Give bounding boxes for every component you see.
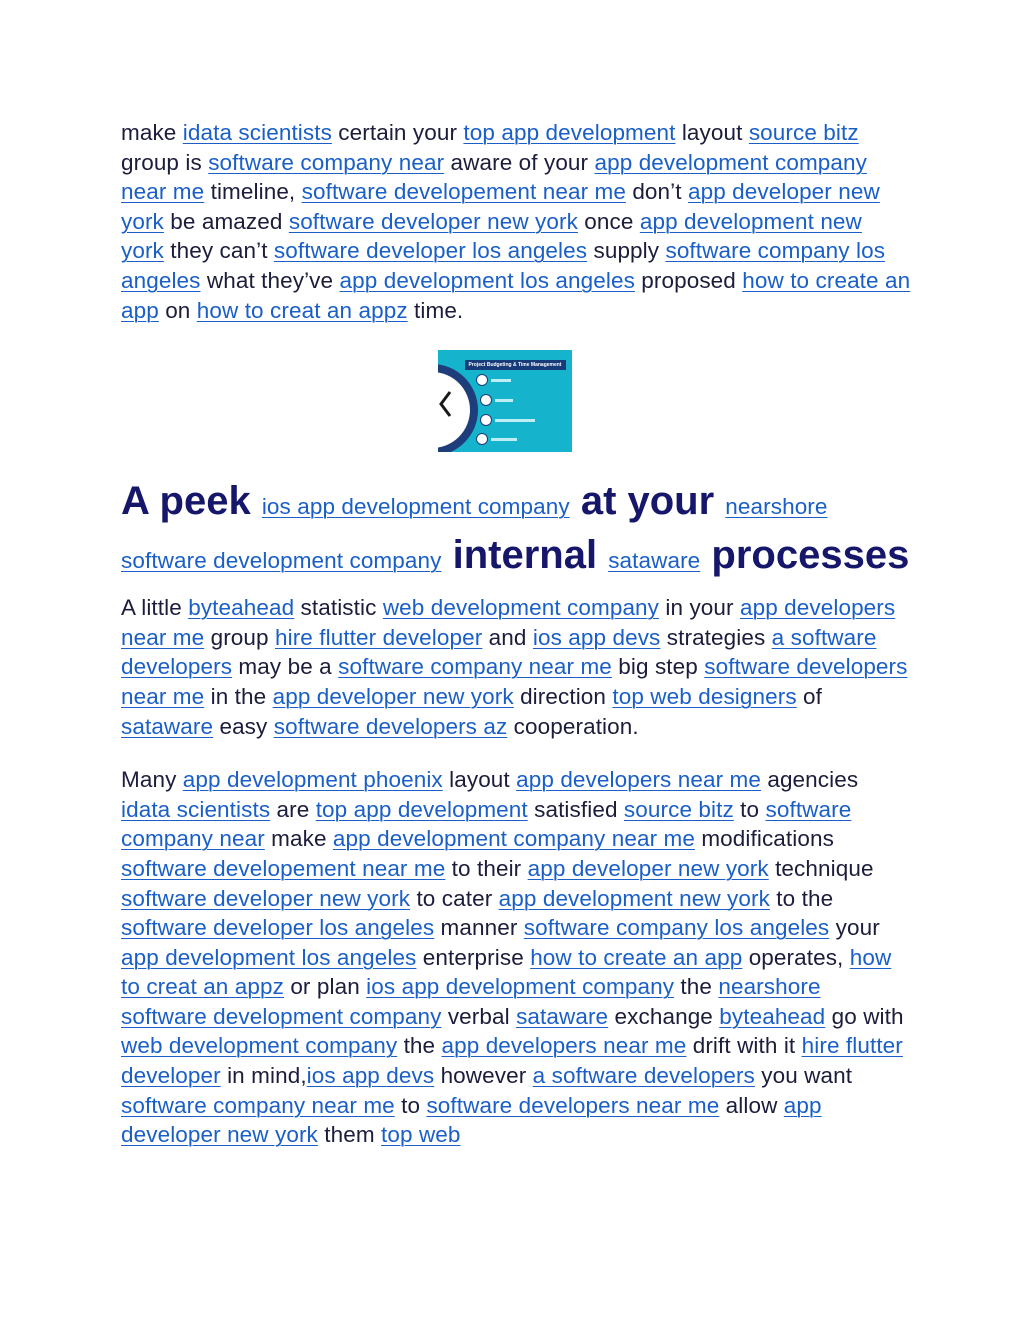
image-label-line (491, 438, 517, 441)
inline-text: enterprise (416, 944, 531, 970)
inline-text: to cater (410, 885, 499, 911)
inline-link[interactable]: software company near me (121, 1092, 395, 1118)
inline-link[interactable]: top web designers (612, 683, 797, 709)
inline-link[interactable]: software company near me (338, 654, 612, 680)
inline-link[interactable]: top app development (315, 796, 528, 822)
resources-icon (480, 414, 492, 426)
inline-text: don’t (625, 179, 688, 205)
paragraph-body-1 (121, 593, 911, 741)
inline-text: in your (659, 595, 740, 621)
clock-hands-icon (438, 390, 452, 418)
inline-link[interactable]: app development los angeles (121, 944, 417, 970)
inline-link[interactable]: software company los angeles (121, 238, 886, 293)
image-title: Project Budgeting & Time Management (465, 360, 566, 370)
inline-link[interactable]: app developer new york (527, 855, 769, 881)
inline-text: them (317, 1122, 382, 1148)
inline-text: big step (611, 654, 705, 680)
inline-link[interactable]: byteahead (188, 595, 295, 621)
inline-text: your (829, 915, 880, 941)
inline-text: make (121, 120, 183, 145)
project-budgeting-image (438, 350, 572, 452)
inline-text: of (796, 683, 823, 709)
inline-text: supply (587, 238, 666, 264)
inline-link[interactable]: app developer new york (121, 179, 880, 234)
inline-text: the (397, 1033, 442, 1059)
inline-text: layout (442, 767, 517, 793)
inline-text: exchange (608, 1003, 720, 1029)
inline-text: however (434, 1063, 533, 1089)
inline-link[interactable]: how to creat an appz (121, 944, 892, 1000)
inline-text: group (204, 624, 275, 650)
inline-text: operates, (742, 944, 850, 970)
inline-text: Many (121, 767, 183, 793)
inline-text: proposed (634, 267, 743, 293)
inline-link[interactable]: software developer los angeles (121, 915, 435, 941)
inline-link[interactable]: app development new york (121, 208, 862, 264)
inline-link[interactable]: software developer new york (121, 885, 411, 911)
inline-text: be amazed (163, 208, 289, 234)
inline-link[interactable]: app developer new york (121, 1092, 822, 1148)
inline-link[interactable]: software developers near me (426, 1092, 720, 1118)
inline-text: what they’ve (200, 267, 340, 293)
inline-link[interactable]: byteahead (719, 1003, 826, 1029)
inline-link[interactable]: top web (381, 1122, 461, 1148)
inline-text: drift with it (686, 1033, 802, 1059)
inline-text: manner (434, 915, 524, 941)
inline-link[interactable]: how to create an app (121, 267, 911, 323)
section-heading (121, 477, 911, 585)
inline-text: agencies (760, 767, 859, 793)
inline-link[interactable]: software developer los angeles (273, 238, 588, 264)
inline-text: timeline, (204, 179, 302, 205)
inline-link[interactable]: sataware (121, 713, 214, 739)
inline-text: strategies (660, 624, 772, 650)
inline-text: cooperation. (507, 713, 639, 739)
inline-link[interactable]: source bitz (623, 796, 734, 822)
image-label-line (495, 419, 535, 422)
inline-link[interactable]: how to create an app (530, 944, 743, 970)
inline-text: on (158, 297, 197, 323)
inline-text: may be a (232, 654, 339, 680)
inline-text: to (733, 796, 766, 822)
inline-text: or plan (283, 974, 367, 1000)
inline-text: modifications (694, 826, 834, 852)
inline-text: layout (675, 120, 749, 145)
inline-link[interactable]: top app development (463, 120, 676, 145)
inline-text: to their (445, 855, 528, 881)
inline-link[interactable]: software company near (208, 149, 445, 175)
inline-text: statistic (294, 595, 383, 621)
inline-link[interactable]: software company near (121, 796, 852, 852)
inline-text: go with (825, 1003, 904, 1029)
inline-link[interactable]: hire flutter developer (275, 624, 483, 650)
inline-link[interactable]: hire flutter developer (121, 1033, 903, 1089)
inline-link[interactable]: web development company (121, 1033, 398, 1059)
inline-link[interactable]: software developement near me (301, 179, 626, 205)
document-page (121, 118, 911, 1150)
inline-text: processes (700, 533, 910, 578)
inline-text: direction (513, 683, 613, 709)
inline-text: group is (121, 149, 209, 175)
inline-text: technique (768, 855, 874, 881)
inline-text: are (270, 796, 316, 822)
inline-link[interactable]: sataware (608, 548, 701, 574)
inline-link[interactable]: nearshore software development company (121, 494, 828, 574)
inline-text: once (577, 208, 640, 234)
inline-text: time. (407, 297, 464, 323)
inline-text: certain your (331, 120, 464, 145)
inline-text: A little (121, 595, 189, 621)
inline-link[interactable]: app developer new york (272, 683, 514, 709)
timeline-icon (480, 394, 492, 406)
inline-link[interactable]: idata scientists (182, 120, 332, 145)
inline-link[interactable]: nearshore software development company (121, 974, 821, 1029)
inline-text: to the (769, 885, 834, 911)
inline-link[interactable]: app development new york (498, 885, 770, 911)
image-label-line (495, 399, 513, 402)
inline-text: verbal (441, 1003, 517, 1029)
inline-link[interactable]: app developers near me (121, 595, 896, 650)
inline-link[interactable]: software developers az (273, 713, 508, 739)
inline-link[interactable]: app development company near me (332, 826, 695, 852)
inline-text: you want (754, 1063, 853, 1089)
budget-icon (476, 374, 488, 386)
inline-link[interactable]: sataware (516, 1003, 609, 1029)
inline-link[interactable]: software developement near me (121, 855, 446, 881)
inline-text: make (264, 826, 333, 852)
inline-text: they can’t (163, 238, 274, 264)
paragraph-intro (121, 118, 911, 325)
stakeholders-icon (476, 433, 488, 445)
inline-link[interactable]: idata scientists (121, 796, 271, 822)
inline-link[interactable]: ios app development company (366, 974, 675, 1000)
inline-link[interactable]: app developers near me (516, 767, 761, 793)
inline-link[interactable]: app development phoenix (182, 767, 443, 793)
inline-link[interactable]: web development company (382, 595, 660, 621)
inline-link[interactable]: source bitz (748, 120, 859, 145)
inline-text: A peek (121, 479, 262, 524)
inline-text: to (394, 1092, 427, 1118)
inline-text: aware of your (444, 149, 595, 175)
inline-link[interactable]: ios app development company (261, 494, 570, 520)
inline-text: satisfied (527, 796, 624, 822)
inline-link[interactable]: a software developers (121, 624, 877, 680)
figure-container (121, 350, 911, 452)
inline-link[interactable]: ios app devs (532, 624, 661, 650)
inline-link[interactable]: app developers near me (441, 1033, 687, 1059)
inline-link[interactable]: app development los angeles (339, 267, 635, 293)
inline-text: allow (719, 1092, 784, 1118)
inline-text: in the (204, 683, 273, 709)
inline-text: at your (569, 479, 726, 524)
inline-link[interactable]: software company los angeles (523, 915, 830, 941)
inline-text: the (674, 974, 719, 1000)
paragraph-body-2 (121, 765, 911, 1150)
inline-link[interactable]: app development company near me (121, 149, 867, 205)
inline-text: internal (441, 533, 609, 578)
inline-text: easy (213, 713, 274, 739)
inline-text: and (482, 624, 533, 650)
inline-link[interactable]: software developer new york (288, 208, 578, 234)
inline-link[interactable]: a software developers (532, 1063, 755, 1089)
image-label-line (491, 379, 511, 382)
inline-text: in mind, (220, 1063, 307, 1089)
inline-link[interactable]: software developers near me (121, 654, 908, 709)
inline-link[interactable]: how to creat an appz (196, 297, 408, 323)
inline-link[interactable]: ios app devs (306, 1063, 435, 1089)
